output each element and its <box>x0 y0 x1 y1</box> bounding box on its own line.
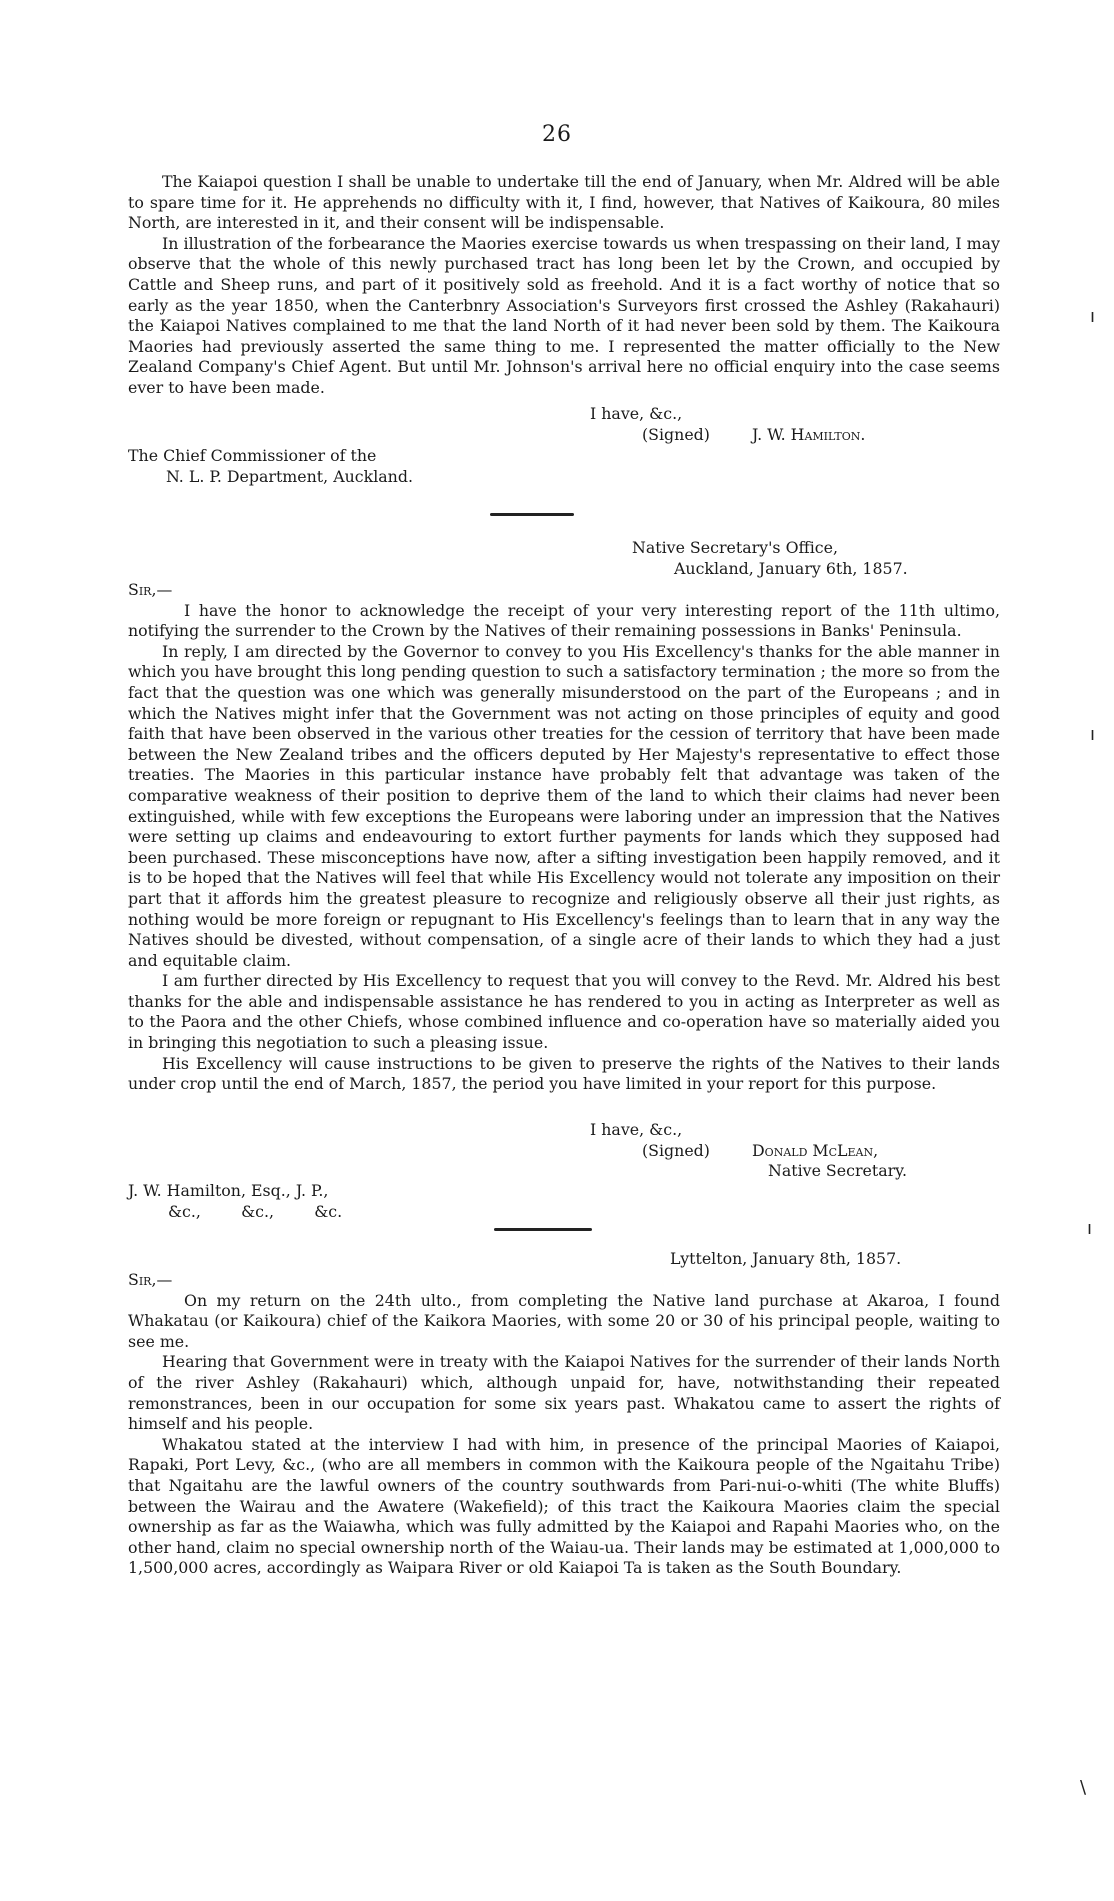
letter3-heading <box>670 1249 1000 1270</box>
letter3-paragraph-3: Whakatou stated at the interview I had with him, in presence of the principal Maories of Kaiapoi, Rapaki, Port Levy, &c., (who are all members in common with the Kaikoura people of the Ngaitahu Tribe) that Ngaitahu are the lawful owners of the country southwards from Pari-nui-o-whiti (The white Bluffs) between the Wairau and the Awatere (Wakefield); of this tract the Kaikoura Maories claim the special ownership as far as the Waiawha, which was fully admitted by the Kaiapoi and Rapahi Maories who, on the other hand, claim no special ownership north of the Waiau-ua. Their lands may be estimated at 1,000,000 to 1,500,000 acres, accordingly as Waipara River or old Kaiapoi Ta is taken as the South Boundary. <box>128 1434 1000 1578</box>
letter2-paragraph-1: I have the honor to acknowledge the receipt of your very interesting report of the 11th ultimo, notifying the surrender to the Crown by the Natives of their remaining possessions in Banks' Peninsula. <box>128 600 1000 641</box>
letter1-closing: I have, &c., <box>590 404 683 423</box>
letter3-paragraph-1: On my return on the 24th ulto., from completing the Native land purchase at Akaroa, I found Whakatau (or Kaikoura) chief of the Kaikora Maories, with some 20 or 30 of his principal people, waiting to see me. <box>128 1290 1000 1351</box>
letter1-closing-block <box>590 404 990 445</box>
letter2-salutation: Sir,— <box>128 580 173 599</box>
letter2-signature-title: Native Secretary. <box>768 1161 908 1181</box>
letter1-signature: J. W. Hamilton. <box>752 424 866 444</box>
letter2-signed: (Signed) <box>642 1140 710 1160</box>
letter1-body <box>128 172 1000 399</box>
letter2-signature: Donald McLean, <box>752 1140 879 1160</box>
letter2-closing-block <box>590 1120 1000 1182</box>
letter2-heading <box>632 538 1002 579</box>
section-divider-2 <box>494 1228 592 1231</box>
margin-mark: ı <box>1090 306 1096 327</box>
letter2-paragraph-4: His Excellency will cause instructions to be given to preserve the rights of the Natives to their lands under crop until the end of March, 1857, the period you have limited in your report for this purpose. <box>128 1053 1000 1094</box>
letter1-paragraph-2: In illustration of the forbearance the Maories exercise towards us when trespassing on their land, I may observe that the whole of this newly purchased tract has long been let by the Crown, and occupied by Cattle and Sheep runs, and part of it positively sold as freehold. And it is a fact worthy of notice that so early as the year 1850, when the Canterbnry Association's Surveyors first crossed the Ashley (Rakahauri) the Kaiapoi Natives complained to me that the land North of it had never been sold by them. The Kaikoura Maories had previously asserted the same thing to me. I represented the matter officially to the New Zealand Company's Chief Agent. But until Mr. Johnson's arrival here no official enquiry into the case seems ever to have been made. <box>128 233 1000 397</box>
letter1-addressee-line1: The Chief Commissioner of the <box>128 446 377 465</box>
margin-mark: ı <box>1090 724 1096 745</box>
letter2-paragraph-2: In reply, I am directed by the Governor to convey to you His Excellency's thanks for the able manner in which you have brought this long pending question to such a satisfactory termination ; the more so from the fact that the question was one which was generally misunderstood on the part of the Europeans ; and in which the Natives might infer that the Government was not acting on those principles of equity and good faith that have been observed in the various other treaties for the cession of territory that have been made between the New Zealand tribes and the officers deputed by Her Majesty's representative to effect those treaties. The Maories in this particular instance have probably felt that advantage was taken of the comparative weakness of their position to deprive them of the land to which their claims had never been extinguished, while with few exceptions the Europeans were laboring under an impression that the Natives were setting up claims and endeavouring to extort further payments for lands which they supposed had been purchased. These misconceptions have now, after a sifting investigation been happily removed, and it is to be hoped that the Natives will feel that while His Excellency would not tolerate any imposition on their part that it affords him the greatest pleasure to recognize and religiously observe all their just rights, as nothing would be more foreign or repugnant to His Excellency's feelings than to learn that in any way the Natives should be divested, without compensation, of a single acre of their lands to which they had a just and equitable claim. <box>128 641 1000 970</box>
letter1-addressee <box>128 446 1000 487</box>
letter2-office: Native Secretary's Office, <box>632 538 839 557</box>
letter3-place-date: Lyttelton, January 8th, 1857. <box>670 1249 902 1268</box>
letter1-signed: (Signed) <box>642 424 710 444</box>
letter1-addressee-line2: N. L. P. Department, Auckland. <box>166 466 413 486</box>
letter3-paragraph-2: Hearing that Government were in treaty with the Kaiapoi Natives for the surrender of their lands North of the river Ashley (Rakahauri) which, although unpaid for, have, notwithstanding their repeated remonstrances, been in our occupation for some six years past. Whakatou came to assert the rights of himself and his people. <box>128 1352 1000 1434</box>
letter2-paragraph-3: I am further directed by His Excellency to request that you will convey to the Revd. Mr. Aldred his best thanks for the able and indispensable assistance he has rendered to you in acting as Interpreter as well as to the Paora and the other Chiefs, whose combined influence and co-operation have so materially aided you in bringing this negotiation to such a pleasing issue. <box>128 971 1000 1053</box>
margin-mark: ı <box>1087 1218 1093 1239</box>
letter2-body <box>128 580 1000 1095</box>
letter3-body <box>128 1270 1000 1579</box>
section-divider <box>490 513 574 516</box>
letter2-place-date: Auckland, January 6th, 1857. <box>674 558 908 578</box>
letter2-closing: I have, &c., <box>590 1120 683 1139</box>
letter3-salutation: Sir,— <box>128 1270 173 1289</box>
letter2-addressee <box>128 1181 1000 1222</box>
page-number: 26 <box>542 122 572 147</box>
margin-mark: \ <box>1080 1777 1087 1798</box>
letter1-paragraph-1: The Kaiapoi question I shall be unable to undertake till the end of January, when Mr. Aldred will be able to spare time for it. He apprehends no difficulty with it, I find, however, that Natives of Kaikoura, 80 miles North, are interested in it, and their consent will be indispensable. <box>128 172 1000 233</box>
letter2-addressee-line1: J. W. Hamilton, Esq., J. P., <box>128 1181 329 1200</box>
letter2-addressee-line2: &c., &c., &c. <box>168 1201 343 1221</box>
